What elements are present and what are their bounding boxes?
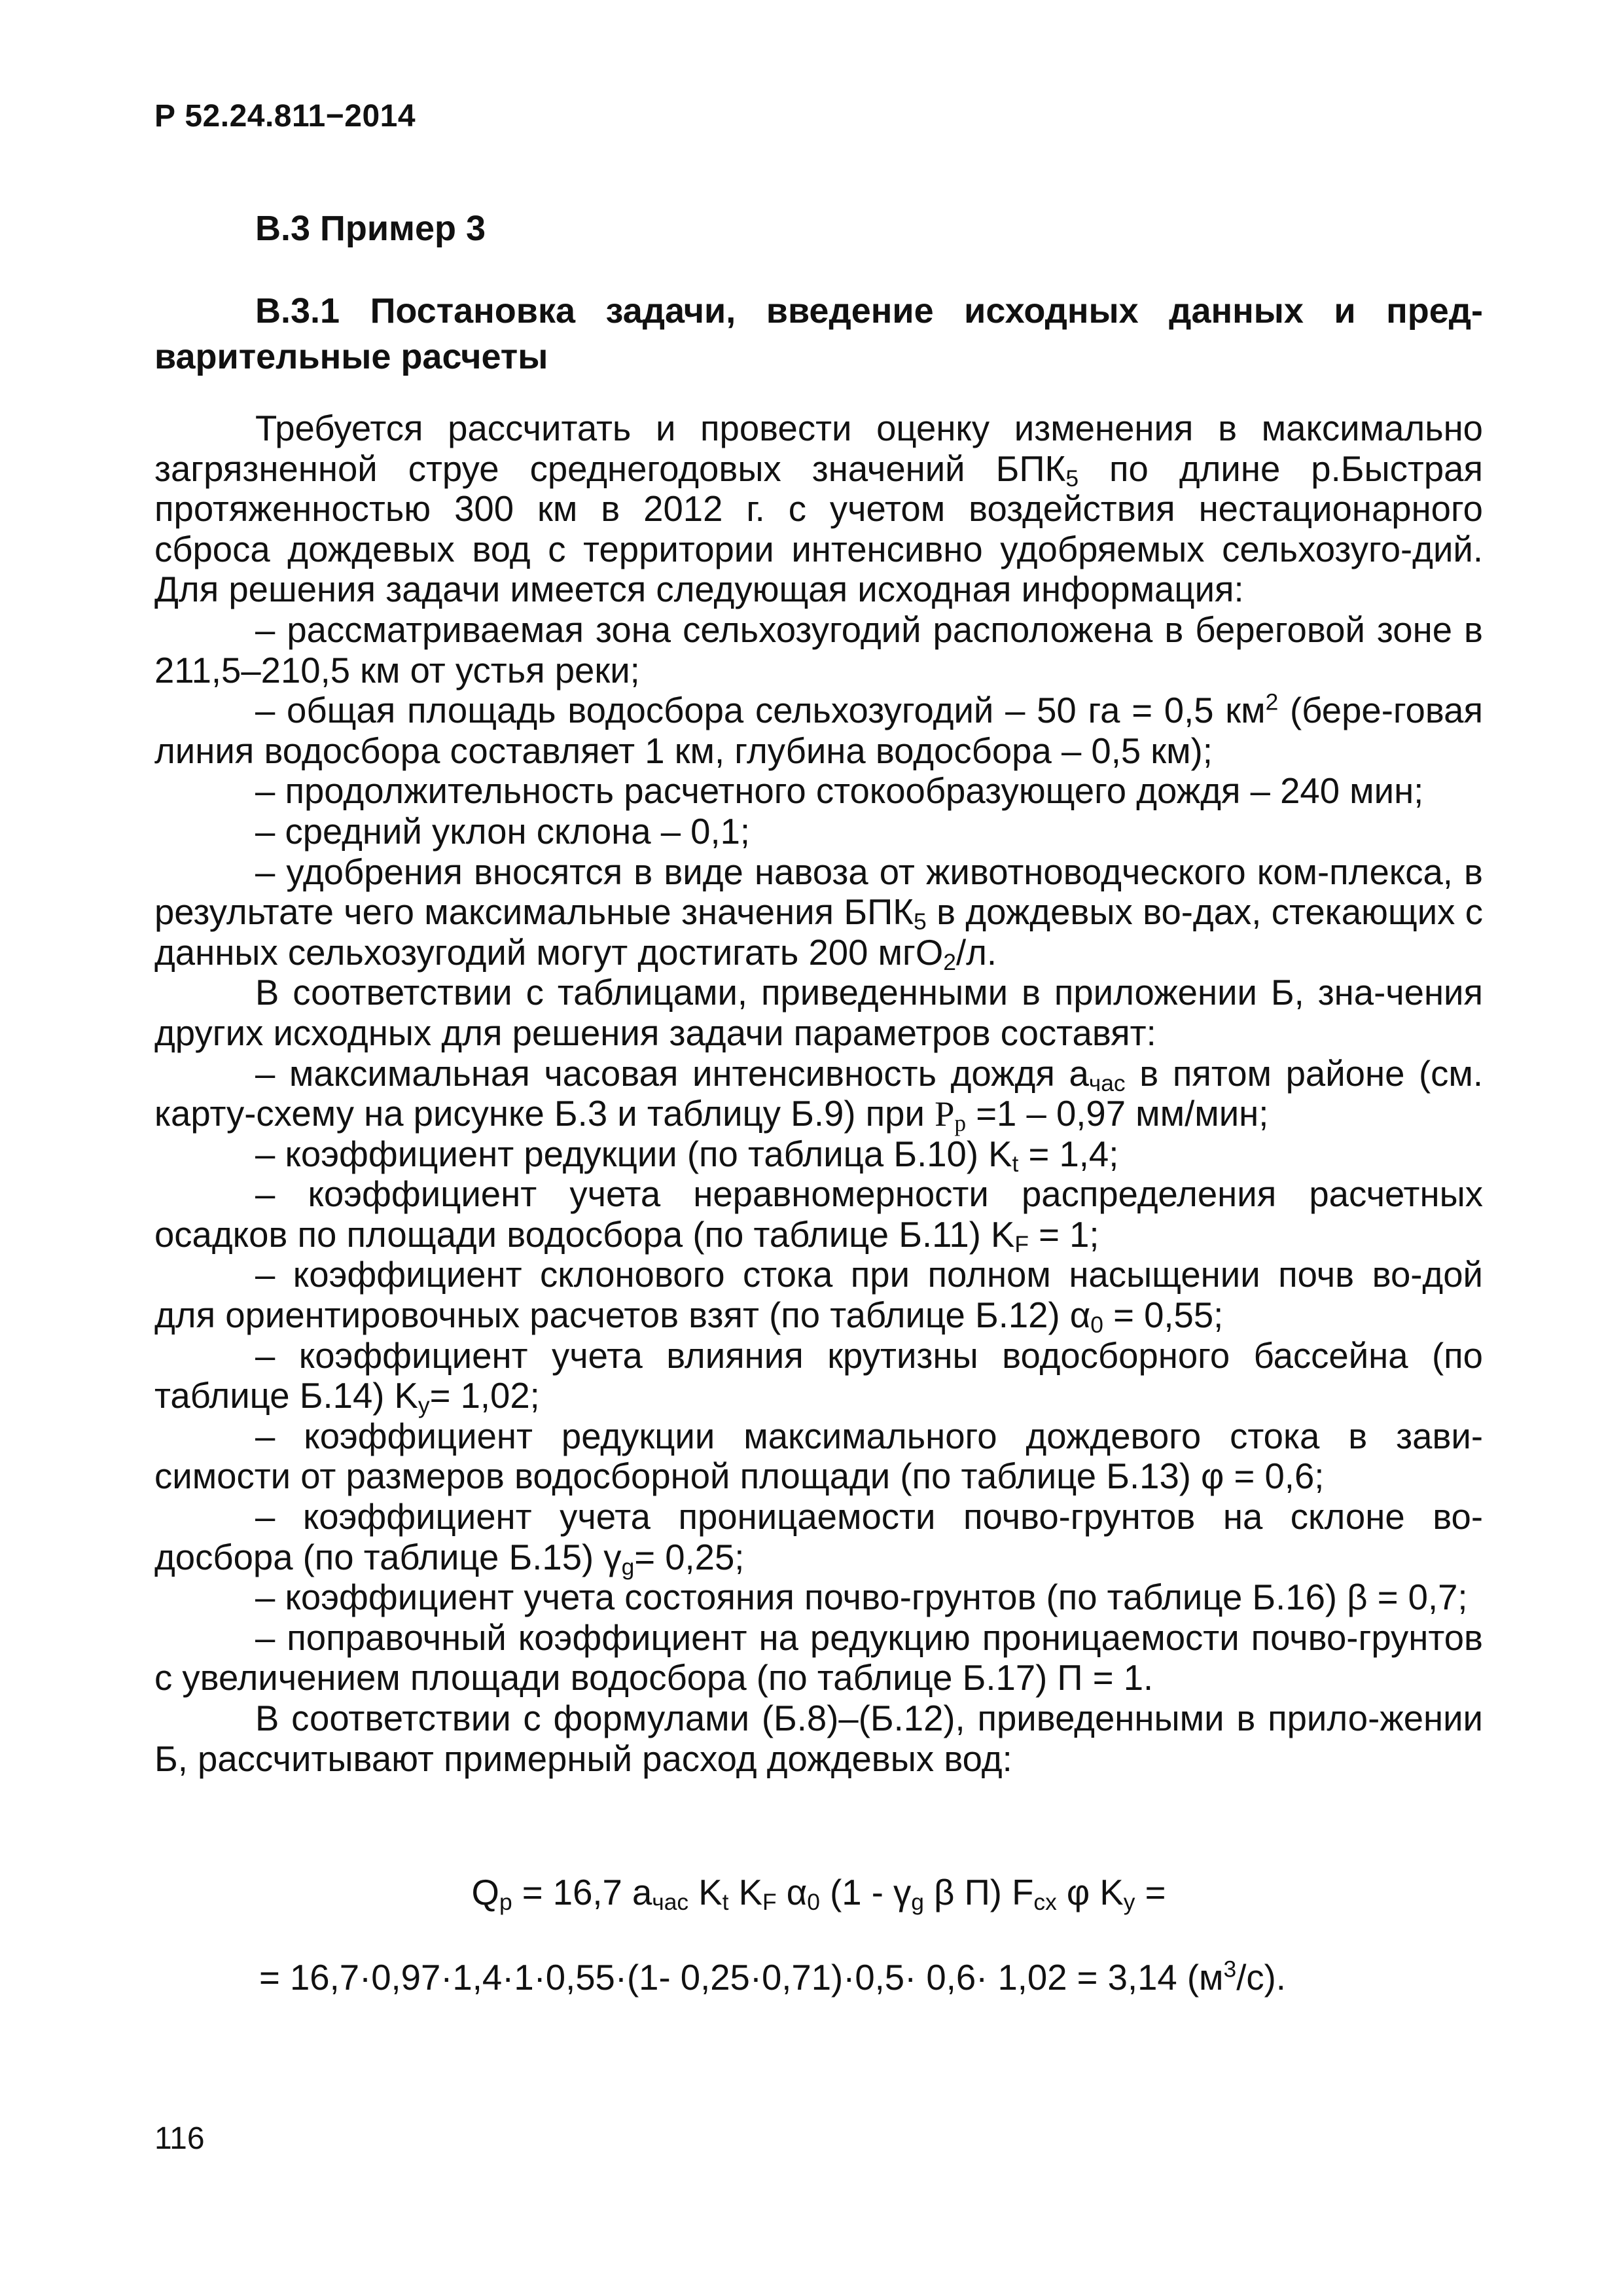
formula-calculation: = 16,7·0,97·1,4·1·0,55·(1- 0,25·0,71)·0,5· 0,6· 1,02 = 3,14 $(м^3/с)$. xyxy=(259,1956,1286,1998)
paragraph-area: – общая площадь водосбора сельхозугодий – 50 га = 0,5 $км^2$ (бере-говая линия водосбора составляет 1 км, глубина водосбора – 0,5 км); xyxy=(154,689,1483,771)
paragraph-kf: – коэффициент учета неравномерности распределения расчетных осадков по площади водосбора (по таблице Б.11) $K_F = 1$; xyxy=(154,1174,1483,1257)
formula-discharge: $Q_p = 16,7$ $a_{час}$ $K_t$ $K_F$ $\alpha_0$ ($1 - \gamma_g$ β П) $F_{сх}$ φ $K_y$ = xyxy=(471,1873,1166,1915)
paragraph-kt: – коэффициент редукции (по таблица Б.10) $K_t = 1,4$; xyxy=(255,1134,1119,1177)
paragraph-beta: – коэффициент учета состояния почво-грунтов (по таблице Б.16) β = 0,7; xyxy=(255,1577,1468,1618)
subsection-title: В.3.1 Постановка задачи, введение исходных данных и пред-варительные расчеты xyxy=(154,291,1483,376)
paragraph-pi: – поправочный коэффициент на редукцию проницаемости почво-грунтов с увеличением площади водосбора (по таблице Б.17) П = 1. xyxy=(154,1617,1483,1698)
document-code: Р 52.24.811−2014 xyxy=(154,99,416,134)
paragraph-task: Требуется рассчитать и провести оценку изменения в максимально загрязненной струе среднегодовых значений $БПК_5$ по длине р.Быстрая протяженностью 300 км в 2012 г. с учетом воздействия нестационарного сброса дождевых вод с территории интенсивно удобряемых сельхозуго-дий. Для решения задачи имеется следующая исходная информация: xyxy=(154,408,1484,610)
paragraph-zone: – рассматриваемая зона сельхозугодий расположена в береговой зоне в 211,5–210,5 км от устья реки; xyxy=(154,609,1483,691)
paragraph-gamma: – коэффициент учета проницаемости почво-грунтов на склоне во-досбора (по таблице Б.15) $\gamma_g= 0,25$; xyxy=(154,1497,1483,1580)
paragraph-alpha: – коэффициент склонового стока при полном насыщении почв во-дой для ориентировочных расчетов взят (по таблице Б.12) $\alpha_0 = 0,55$; xyxy=(154,1255,1483,1338)
paragraph-slope: – средний уклон склона – 0,1; xyxy=(255,811,751,852)
paragraph-tables: В соответствии с таблицами, приведенными в приложении Б, зна-чения других исходных для решения задачи параметров составят: xyxy=(154,973,1483,1053)
paragraph-formulas: В соответствии с формулами (Б.8)–(Б.12), приведенными в прило-жении Б, рассчитывают примерный расход дождевых вод: xyxy=(154,1698,1483,1779)
body-text xyxy=(154,408,1483,1779)
paragraph-phi: – коэффициент редукции максимального дождевого стока в зави-симости от размеров водосборной площади (по таблице Б.13) φ = 0,6; xyxy=(154,1416,1483,1497)
section-title: В.3 Пример 3 xyxy=(255,209,486,248)
paragraph-duration: – продолжительность расчетного стокообразующего дождя – 240 мин; xyxy=(255,771,1424,812)
paragraph-intensity: – максимальная часовая интенсивность дождя $а_{час}$ в пятом районе (см. карту-схему на рисунке Б.3 и таблицу Б.9) при $P_p =1 - 0,97$ мм/мин; xyxy=(154,1053,1484,1136)
paragraph-fertilizer: – удобрения вносятся в виде навоза от животноводческого ком-плекса, в результате чего максимальные значения $БПК_5$ в дождевых во-дах, стекающих с данных сельхозугодий могут достигать 200 мгО$_2$/л. xyxy=(154,852,1484,975)
paragraph-ky: – коэффициент учета влияния крутизны водосборного бассейна (по таблице Б.14) $K_y= 1,02$; xyxy=(154,1335,1483,1419)
page-number: 116 xyxy=(154,2121,205,2156)
